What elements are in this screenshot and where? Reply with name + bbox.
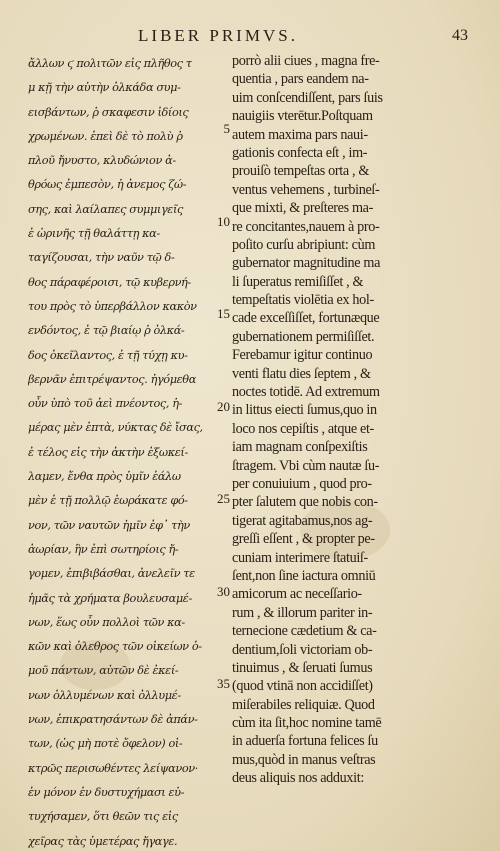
greek-column [28, 52, 240, 851]
line-number: 35 [217, 676, 230, 691]
latin-text-line: gubernator magnitudine ma [232, 255, 381, 272]
greek-text-line: μὲν ἐ τῇ πολλῷ ἑωράκατε φό- [28, 494, 188, 508]
latin-text-line: in aduerſa fortuna felices ſu [232, 733, 378, 750]
latin-text-line: iam magnam conſpexiſtis [232, 439, 368, 456]
greek-text-line: νον, τῶν ναυτῶν ἡμῖν ἐφ᾽ τὴν [28, 518, 190, 532]
latin-text-line: cade exceſſiſſet, fortunæque [232, 310, 380, 327]
latin-column [232, 52, 477, 788]
latin-text-line: quentia , pars eandem na- [232, 71, 369, 88]
latin-text-line: gubernationem permiſiſſet. [232, 328, 375, 345]
greek-text-line: κτρῶς περισωθέντες λείψανον· [28, 761, 198, 775]
latin-text-line: noctes totidē. Ad extremum [232, 384, 380, 401]
greek-text-line: νων, ἕως οὖν πολλοὶ τῶν κα- [28, 615, 185, 629]
greek-text-line: ἐ τέλος εἰς τὴν ἀκτὴν ἐξωκεί- [28, 445, 188, 459]
line-number: 30 [217, 584, 230, 599]
greek-text-line: πλοῦ ἤνυστο, κλυδώνιον ἀ- [28, 154, 176, 168]
latin-text-line: autem maxima pars naui- [232, 126, 368, 143]
latin-text-line: in littus eiecti ſumus,quo in [232, 402, 377, 419]
latin-text-line: cuniam interimere ſtatuiſ- [232, 549, 368, 566]
greek-text-line: θρόως ἐμπεσὸν, ἠ ἀνεμος ζώ- [28, 178, 187, 192]
latin-text-line: greſſi eſſent , & propter pe- [232, 531, 375, 548]
latin-text-line: dentium,ſoli victoriam ob- [232, 641, 373, 658]
latin-text-line: porrò alii ciues , magna fre- [232, 53, 380, 69]
page-number: 43 [452, 27, 468, 44]
latin-text-line: rum , & illorum pariter in- [232, 604, 373, 621]
latin-text-line: (quod vtinā non accidiſſet) [232, 678, 373, 695]
greek-text-line: μέρας μὲν ἑπτὰ, νύκτας δὲ ἴσας, [28, 421, 203, 435]
line-number: 20 [217, 399, 230, 414]
greek-text-line: ἡμᾶς τὰ χρήματα βουλευσαμέ- [28, 591, 192, 605]
greek-text-line: ἄλλων ϛ πολιτῶν εἰς πλῆθος τ [28, 57, 192, 70]
greek-text-line: βερνᾶν ἐπιτρέψαντος. ἠγόμεθα [28, 372, 196, 386]
latin-text-line: uim conſcendiſſent, pars ſuis [232, 89, 383, 106]
greek-text-line: των, (ὡς μὴ ποτὲ ὄφελον) οἱ- [28, 737, 183, 751]
greek-text-line: εισβάντων, ῥ σκαφεσιν ἰδίοις [28, 105, 189, 119]
latin-text-line: ſent,non ſine iactura omniū [232, 567, 376, 584]
latin-text-line: deus aliquis nos adduxit: [232, 770, 364, 787]
greek-text-line: ενδόντος, ἐ τῷ βιαίῳ ῥ ὁλκά- [28, 324, 185, 338]
latin-text-line: cùm ita ſit,hoc nomine tamē [232, 715, 382, 732]
latin-text-line: mus,quòd in manus veſtras [232, 751, 376, 768]
greek-text-line: χρωμένων. ἐπεὶ δὲ τὸ πολὺ ῥ [28, 129, 183, 143]
latin-text-line: Ferebamur igitur continuo [232, 347, 373, 364]
greek-text-line: ἐν μόνον ἐν δυστυχήμασι εὐ- [28, 785, 185, 799]
latin-text-line: tempeſtatis violētia ex hol- [232, 292, 374, 309]
greek-text-line: κῶν καὶ ὀλεθρος τῶν οἰκείων ὁ- [28, 640, 202, 654]
latin-text-line: venti flatu dies ſeptem , & [232, 365, 371, 382]
latin-text-line: per conuiuium , quod pro- [232, 475, 372, 492]
greek-text-line: χεῖρας τὰς ὑμετέρας ἤγαγε. [28, 834, 178, 848]
greek-text-line: σης, καὶ λαίλαπες συμμιγεῖς [28, 202, 183, 216]
line-number: 10 [217, 214, 230, 229]
latin-text-line: miſerabiles reliquiæ. Quod [232, 696, 375, 713]
greek-text-line: νων ὀλλυμένων καὶ ὀλλυμέ- [28, 688, 181, 702]
latin-text-line: gationis confecta eſt , im- [232, 144, 368, 161]
greek-text-line: ταγίζουσαι, τὴν ναῦν τῷ δ- [28, 251, 175, 265]
greek-text-line: νων, ἐπικρατησάντων δὲ ἀπάν- [28, 713, 198, 727]
latin-text-line: amicorum ac neceſſario- [232, 586, 362, 603]
latin-text-line: pter ſalutem que nobis con- [232, 494, 378, 511]
latin-text-line: tinuimus , & ſeruati ſumus [232, 659, 373, 676]
running-title: LIBER PRIMVS. [138, 26, 298, 45]
greek-text-line: ἐ ὠρινῆς τῇ θαλάττῃ κα- [28, 227, 160, 241]
latin-text-line: li ſuperatus remiſiſſet , & [232, 273, 364, 290]
latin-text-line: ventus vehemens , turbineſ- [232, 181, 380, 198]
latin-text-line: nauigiis vterētur.Poſtquam [232, 108, 373, 125]
greek-text-line: του πρὸς τὸ ὑπερβάλλον κακὸν [28, 299, 197, 313]
line-number: 5 [223, 121, 230, 136]
latin-text-line: tigerat agitabamus,nos ag- [232, 512, 373, 529]
greek-text-line: τυχήσαμεν, ὅτι θεῶν τις εἰς [28, 810, 178, 824]
latin-text-line: loco nos cepiſtis , atque et- [232, 420, 374, 437]
greek-text-line: ἀωρίαν, ἣν ἐπὶ σωτηρίοις ἤ- [28, 542, 179, 556]
line-number: 25 [217, 491, 230, 506]
greek-text-line: λαμεν, ἔνθα πρὸς ὑμῖν ἑάλω [28, 470, 181, 484]
greek-text-line: μοῦ πάντων, αὐτῶν δὲ ἐκεί- [28, 664, 179, 678]
latin-text-line: ternecione cædetium & ca- [232, 623, 377, 640]
latin-text-line: que mixti, & preſteres ma- [232, 200, 374, 217]
greek-text-line: μ κῇ τὴν αὐτὴν ὁλκάδα συμ- [28, 81, 181, 95]
greek-text-line: θος πάραφέροισι, τῷ κυβερνή- [28, 275, 191, 289]
latin-text-line: ſtragem. Vbi cùm nautæ ſu- [232, 457, 380, 474]
latin-text-line: prouiſò tempeſtas orta , & [232, 163, 370, 180]
page-header [0, 26, 500, 48]
greek-text-line: γομεν, ἐπιβιβάσθαι, ἀνελεῖν τε [28, 567, 195, 581]
greek-text-line: οὖν ὑπὸ τοῦ ἀεὶ πνέοντος, ἡ- [28, 397, 183, 411]
greek-text-line: δος ὀκεῖλαντος, ἐ τῇ τύχῃ κυ- [28, 348, 188, 362]
latin-text-line: re concitantes,nauem à pro- [232, 218, 380, 235]
latin-text-line: poſito curſu abripiunt: cùm [232, 236, 376, 253]
line-number: 15 [217, 306, 230, 321]
